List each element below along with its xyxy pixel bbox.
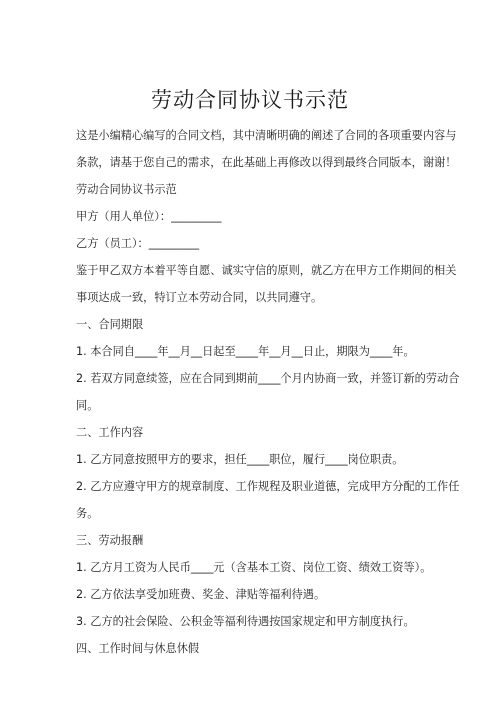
section-heading-pay: 三、劳动报酬 bbox=[76, 534, 144, 547]
section-heading-work: 二、工作内容 bbox=[76, 426, 144, 439]
intro-line-1: 这是小编精心编写的合同文档，其中清晰明确的阐述了合同的各项重要内容与 bbox=[76, 129, 457, 142]
preamble-line-2: 事项达成一致，特订立本劳动合同，以共同遵守。 bbox=[76, 291, 323, 304]
preamble-line-1: 鉴于甲乙双方本着平等自愿、诚实守信的原则，就乙方在甲方工作期间的相关 bbox=[76, 264, 457, 277]
intro-line-2: 条款，请基于您自己的需求，在此基础上再修改以得到最终合同版本，谢谢！ bbox=[76, 156, 457, 169]
section-heading-term: 一、合同期限 bbox=[76, 318, 144, 331]
pay-clause-3: 3. 乙方的社会保险、公积金等福利待遇按国家规定和甲方制度执行。 bbox=[76, 615, 415, 628]
term-clause-2-line-1: 2. 若双方同意续签，应在合同到期前____个月内协商一致，并签订新的劳动合 bbox=[76, 372, 460, 385]
work-clause-1: 1. 乙方同意按照甲方的要求，担任____职位，履行____岗位职责。 bbox=[76, 453, 404, 466]
pay-clause-2: 2. 乙方依法享受加班费、奖金、津贴等福利待遇。 bbox=[76, 588, 326, 601]
party-a-line: 甲方（用人单位）：_________ bbox=[76, 210, 222, 223]
term-clause-2-line-2: 同。 bbox=[76, 399, 99, 412]
work-clause-2-line-2: 务。 bbox=[76, 507, 99, 520]
subtitle-line: 劳动合同协议书示范 bbox=[76, 183, 177, 196]
party-b-line: 乙方（员工）：_________ bbox=[76, 237, 200, 250]
section-heading-hours: 四、工作时间与休息休假 bbox=[76, 642, 200, 655]
term-clause-1: 1. 本合同自____年__月__日起至____年__月__日止，期限为____年。 bbox=[76, 345, 415, 358]
pay-clause-1: 1. 乙方月工资为人民币____元（含基本工资、岗位工资、绩效工资等）。 bbox=[76, 561, 432, 574]
document-title: 劳动合同协议书示范 bbox=[151, 88, 349, 112]
work-clause-2-line-1: 2. 乙方应遵守甲方的规章制度、工作规程及职业道德，完成甲方分配的工作任 bbox=[76, 480, 460, 493]
